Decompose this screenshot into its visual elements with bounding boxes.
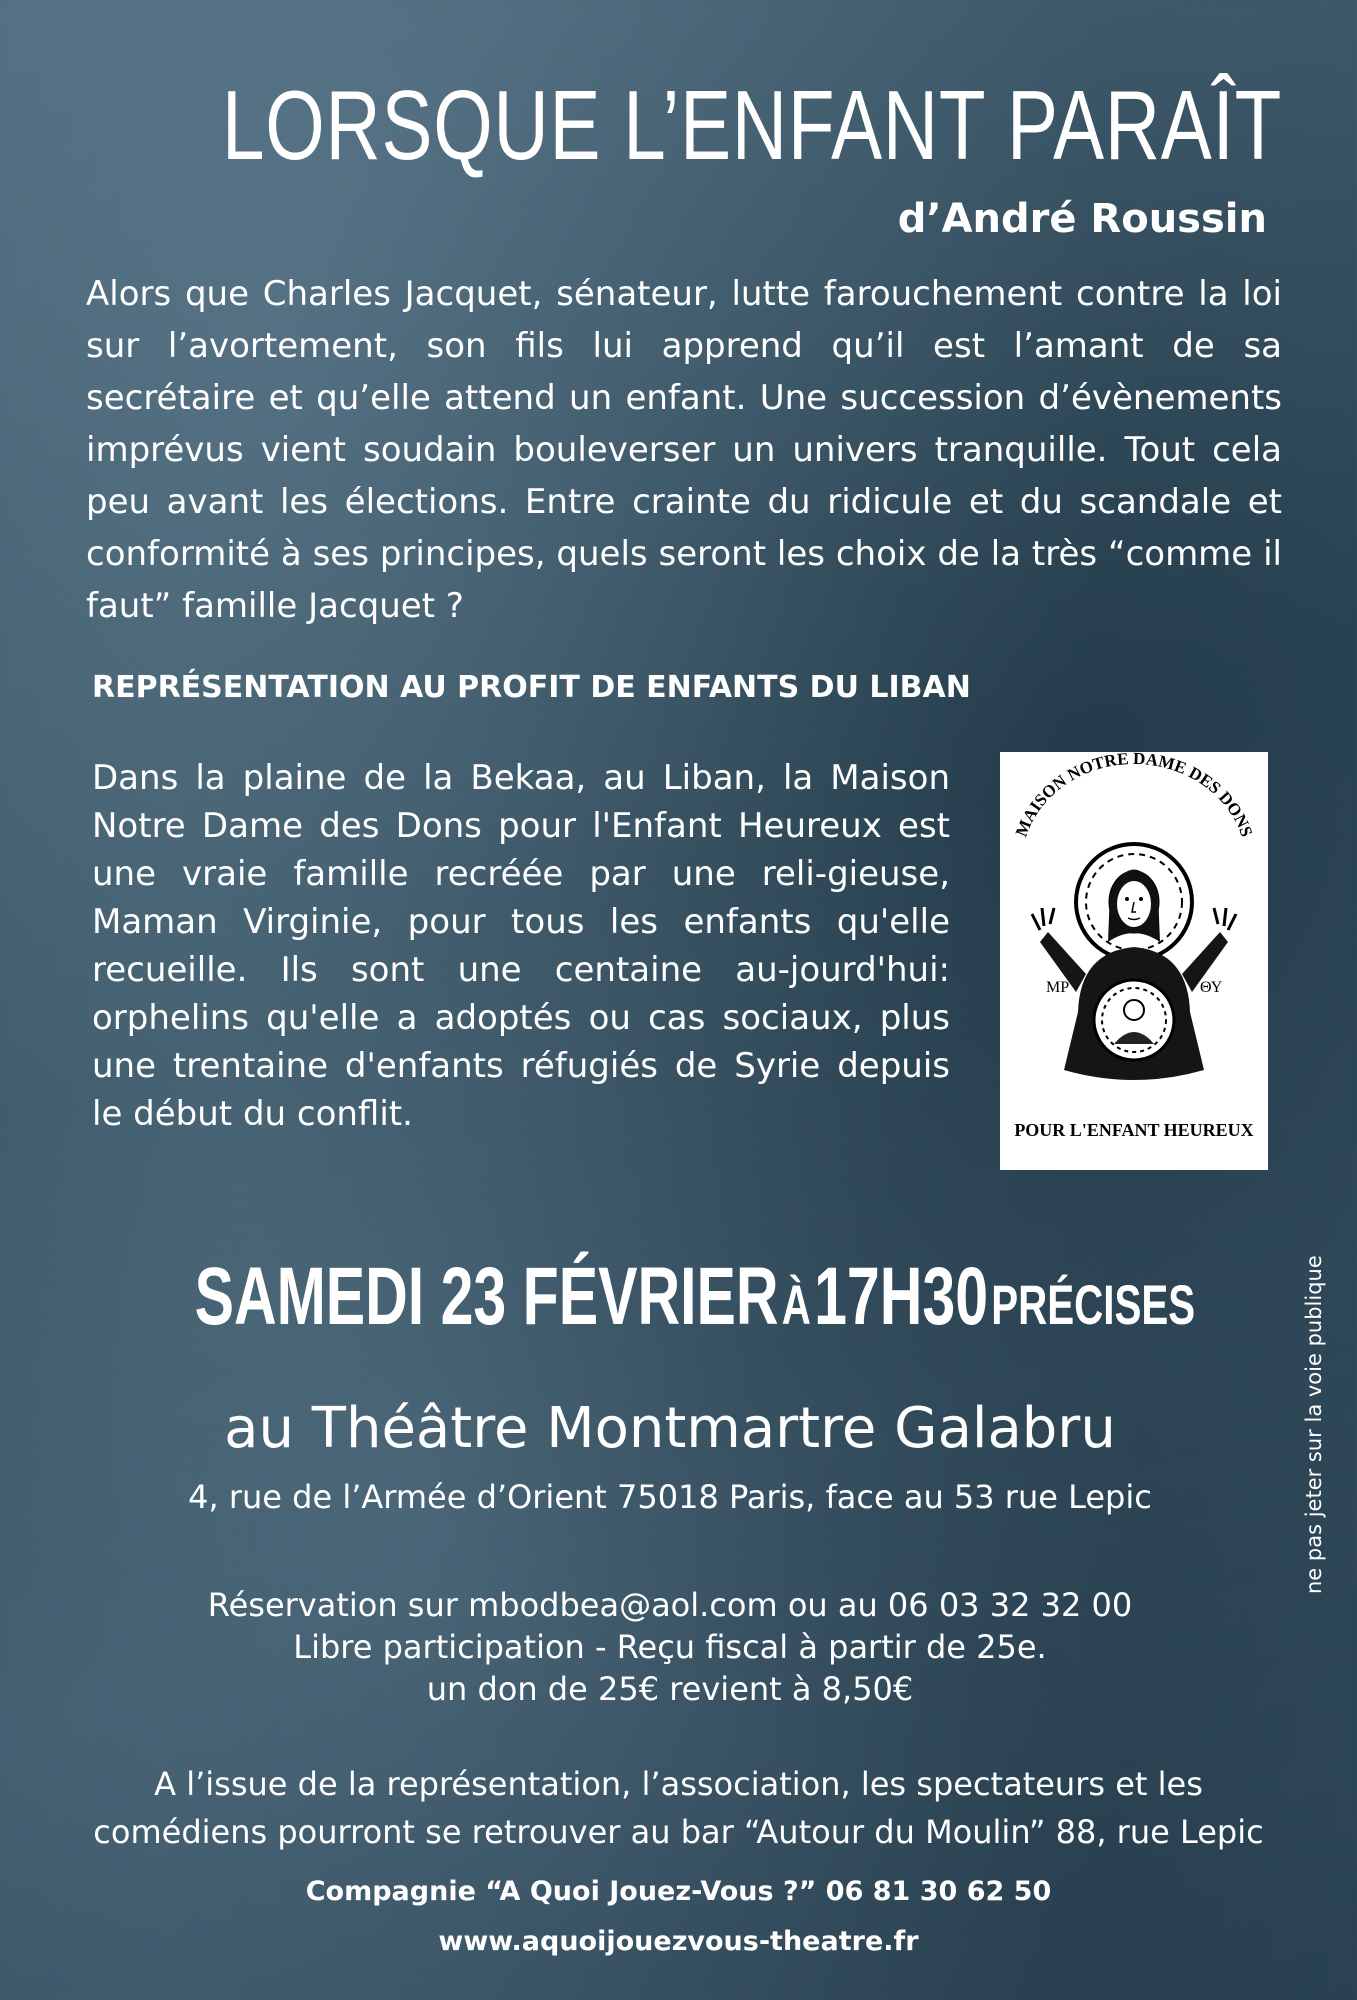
logo-top-text: MAISON NOTRE DAME DES DONS [1011, 752, 1257, 840]
charity-logo [1000, 752, 1268, 1170]
time-precision: PRÉCISES [991, 1273, 1196, 1336]
logo-bottom-text: POUR L'ENFANT HEUREUX [1014, 1120, 1254, 1140]
participation-line: Libre participation - Reçu fiscal à partir de 25e. [293, 1628, 1047, 1666]
charity-heading: REPRÉSENTATION AU PROFIT DE ENFANTS DU LIBAN [92, 670, 971, 705]
madonna-icon [1000, 752, 1268, 1170]
after-show-line-2: comédiens pourront se retrouver au bar “Autour du Moulin” 88, rue Lepic [93, 1813, 1264, 1851]
after-show-line-1: A l’issue de la représentation, l’association, les spectateurs et les [154, 1765, 1203, 1803]
after-show-info [0, 1760, 1357, 1856]
date-main: SAMEDI 23 FÉVRIER [194, 1251, 779, 1342]
event-time: 17H30 [814, 1251, 989, 1342]
charity-paragraph: Dans la plaine de la Bekaa, au Liban, la Maison Notre Dame des Dons pour l'Enfant Heureux est une vraie famille recréée par une reli-gieuse, Maman Virginie, pour tous les enfants qu'elle recueille. Ils sont une centaine au-jourd'hui: orphelins qu'elle a adoptés ou cas sociaux, plus une trentaine d'enfants réfugiés de Syrie depuis le début du conflit. [92, 758, 950, 1134]
website-link[interactable]: www.aquoijouezvous-theatre.fr [438, 1926, 919, 1957]
play-author: d’André Roussin [897, 196, 1267, 242]
svg-text:ΜΡ: ΜΡ [1046, 979, 1070, 996]
event-date [0, 1250, 1357, 1344]
play-title: LORSQUE L’ENFANT PARAÎT [221, 70, 1282, 180]
company-contact: Compagnie “A Quoi Jouez-Vous ?” 06 81 30 62 50 [305, 1876, 1052, 1907]
booking-info [0, 1584, 1340, 1710]
synopsis-paragraph: Alors que Charles Jacquet, sénateur, lutte farouchement contre la loi sur l’avortement, son fils lui apprend qu’il est l’amant de sa secrétaire et qu’elle attend un enfant. Une succession d’évènements imprévus vient soudain bouleverser un univers tranquille. Tout cela peu avant les élections. Entre crainte du ridicule et du scandale et conformité à ses principes, quels seront les choix de la très “comme il faut” famille Jacquet ? [86, 274, 1282, 626]
donation-line: un don de 25€ revient à 8,50€ [426, 1670, 914, 1708]
venue-address: 4, rue de l’Armée d’Orient 75018 Paris, face au 53 rue Lepic [188, 1478, 1152, 1516]
date-preposition: À [781, 1273, 811, 1336]
svg-text:ΘΥ: ΘΥ [1200, 979, 1223, 996]
reservation-line: Réservation sur mbodbea@aol.com ou au 06 03 32 32 00 [207, 1586, 1133, 1624]
vertical-note: ne pas jeter sur la voie publique [1302, 1255, 1326, 1594]
svg-text:MAISON NOTRE DAME DES DONS [1012, 752, 1257, 839]
venue-name: au Théâtre Montmartre Galabru [224, 1396, 1116, 1461]
